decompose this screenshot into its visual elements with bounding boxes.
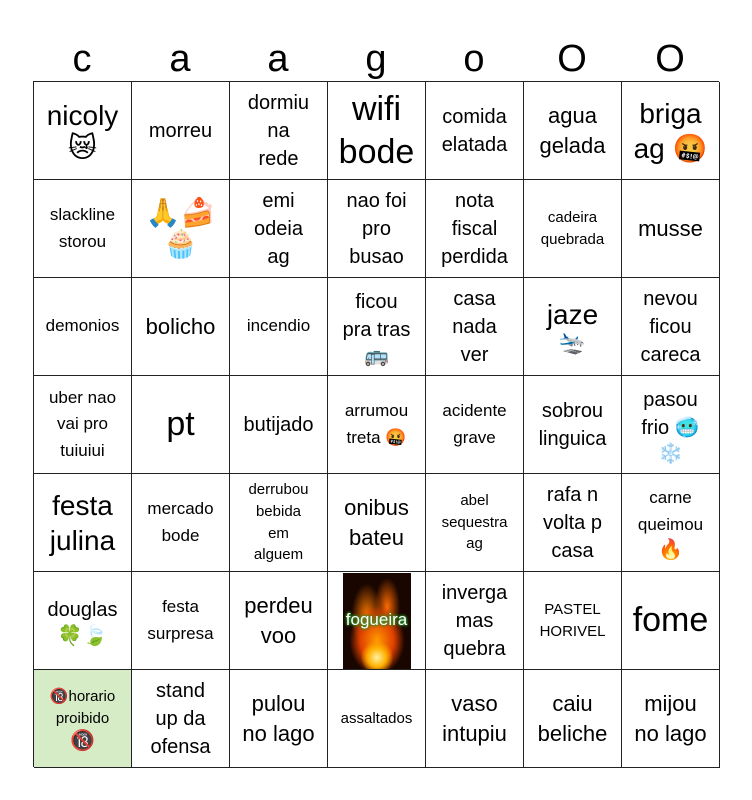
bingo-header	[33, 36, 719, 82]
cell-text: PASTEL HORIVEL	[539, 600, 606, 640]
bingo-cell[interactable]	[426, 670, 524, 768]
bingo-cell[interactable]	[426, 278, 524, 376]
bingo-cell[interactable]	[524, 180, 622, 278]
header-letter-3: a	[267, 38, 289, 80]
bingo-cell[interactable]	[426, 376, 524, 474]
pray-cake-cupcake-icon: 🙏🍰 🧁	[145, 195, 216, 260]
bingo-cell[interactable]	[132, 278, 230, 376]
cell-text: slackline storou	[49, 205, 116, 251]
bingo-cell[interactable]	[34, 278, 132, 376]
cell-text: mijou no lago	[634, 690, 707, 746]
bingo-cell[interactable]	[34, 572, 132, 670]
snowflake-icon: ❄️	[658, 440, 683, 465]
cell-text: acidente grave	[442, 401, 507, 447]
cell-text: pasou frio 🥶	[641, 388, 700, 439]
cell-text: fogueira	[345, 610, 408, 630]
cell-text: rafa n volta p casa	[543, 483, 602, 562]
cell-text: wifi bode	[338, 90, 415, 171]
cell-text: bolicho	[145, 313, 216, 339]
cell-text: derrubou bebida em alguem	[248, 481, 309, 564]
cell-text: nicoly	[46, 99, 119, 131]
header-letter-2: a	[169, 38, 191, 80]
bingo-cell[interactable]	[230, 180, 328, 278]
bingo-cell[interactable]	[230, 670, 328, 768]
cell-text: mercado bode	[147, 499, 214, 545]
cell-text: 🔞horario proibido	[49, 687, 116, 727]
bingo-cell[interactable]	[328, 82, 426, 180]
cell-text: briga ag 🤬	[633, 97, 708, 164]
bingo-cell[interactable]	[328, 670, 426, 768]
cell-text: pulou no lago	[242, 690, 315, 746]
bingo-cell[interactable]	[622, 180, 720, 278]
cell-text: demonios	[45, 316, 120, 336]
cell-text: fome	[632, 601, 709, 640]
bingo-cell[interactable]	[426, 82, 524, 180]
cell-text: onibus bateu	[344, 494, 409, 550]
bingo-cell[interactable]	[622, 670, 720, 768]
cell-text: festa julina	[49, 489, 116, 556]
bingo-cell[interactable]	[132, 572, 230, 670]
cell-text: perdeu voo	[244, 592, 313, 648]
bingo-cell[interactable]	[132, 180, 230, 278]
bingo-cell[interactable]	[230, 82, 328, 180]
cell-text: vaso intupiu	[442, 690, 507, 746]
cell-text: festa surpresa	[147, 597, 214, 643]
cell-text: caiu beliche	[537, 690, 608, 746]
header-letter-1: c	[72, 38, 92, 80]
cell-text: agua gelada	[539, 102, 606, 158]
bingo-cell[interactable]	[622, 376, 720, 474]
bus-icon: 🚌	[364, 342, 389, 367]
bingo-cell[interactable]	[622, 278, 720, 376]
cell-text: casa nada ver	[452, 287, 497, 366]
bingo-cell[interactable]	[426, 572, 524, 670]
cell-text: musse	[638, 215, 703, 241]
bingo-cell[interactable]	[622, 474, 720, 572]
bingo-cell[interactable]	[524, 474, 622, 572]
bingo-cell[interactable]	[328, 572, 426, 670]
bingo-cell[interactable]	[132, 376, 230, 474]
bingo-cell[interactable]	[524, 376, 622, 474]
cell-text: arrumou treta 🤬	[344, 401, 409, 447]
header-letter-4: g	[365, 38, 387, 80]
crying-cat-icon: 😿	[67, 130, 98, 164]
cell-text: comida elatada	[441, 105, 508, 156]
bingo-cell[interactable]	[230, 278, 328, 376]
bingo-cell[interactable]	[426, 180, 524, 278]
bingo-cell[interactable]	[426, 474, 524, 572]
cell-text: morreu	[148, 119, 213, 142]
cell-text: dormiu na rede	[247, 91, 310, 170]
cell-text: cadeira quebrada	[540, 208, 605, 248]
cell-text: douglas	[47, 598, 118, 621]
clover-leaf-icon: 🍀🍃	[57, 622, 108, 647]
cell-text: abel sequestra ag	[441, 491, 508, 553]
bingo-cell[interactable]	[328, 474, 426, 572]
bingo-cell[interactable]	[328, 376, 426, 474]
fire-icon: 🔥	[658, 536, 683, 561]
bingo-cell[interactable]	[230, 572, 328, 670]
cell-text: nevou ficou careca	[640, 287, 701, 366]
bingo-cell[interactable]	[524, 82, 622, 180]
bingo-cell[interactable]	[328, 278, 426, 376]
bingo-cell[interactable]	[34, 474, 132, 572]
bingo-cell[interactable]	[622, 82, 720, 180]
cell-text: nao foi pro busao	[346, 189, 407, 268]
cell-text: ficou pra tras	[342, 290, 411, 341]
bingo-cell[interactable]	[34, 180, 132, 278]
bingo-cell[interactable]	[524, 670, 622, 768]
cell-text: jaze	[546, 298, 599, 330]
bingo-cell[interactable]	[132, 82, 230, 180]
bingo-cell[interactable]	[34, 376, 132, 474]
cell-text: butijado	[243, 413, 314, 436]
free-space-cell[interactable]	[34, 670, 132, 768]
bingo-cell[interactable]	[34, 82, 132, 180]
header-letter-5: o	[463, 38, 485, 80]
cell-text: carne queimou	[637, 488, 704, 534]
cell-text: emi odeia ag	[254, 189, 303, 268]
header-letter-6: O	[557, 38, 587, 80]
cell-text: assaltados	[340, 709, 413, 727]
bonfire-image	[343, 573, 411, 669]
cell-text: stand up da ofensa	[150, 679, 211, 758]
airplane-landing-icon: 🛬	[558, 330, 587, 356]
bingo-cell[interactable]	[524, 572, 622, 670]
bingo-grid	[33, 81, 719, 767]
bingo-cell[interactable]	[230, 474, 328, 572]
cell-text: pt	[166, 405, 195, 444]
bingo-cell[interactable]	[524, 278, 622, 376]
header-letter-7: O	[655, 38, 685, 80]
cell-text: incendio	[246, 316, 311, 336]
bingo-cell[interactable]	[622, 572, 720, 670]
no-under-18-icon: 🔞	[70, 728, 95, 753]
cell-text: inverga mas quebra	[441, 581, 508, 660]
cell-text: uber nao vai pro tuiuiui	[48, 387, 117, 460]
cell-text: sobrou linguica	[538, 399, 607, 450]
bingo-cell[interactable]	[132, 670, 230, 768]
bingo-cell[interactable]	[328, 180, 426, 278]
cell-text: nota fiscal perdida	[441, 189, 508, 268]
bingo-cell[interactable]	[230, 376, 328, 474]
bingo-cell[interactable]	[132, 474, 230, 572]
